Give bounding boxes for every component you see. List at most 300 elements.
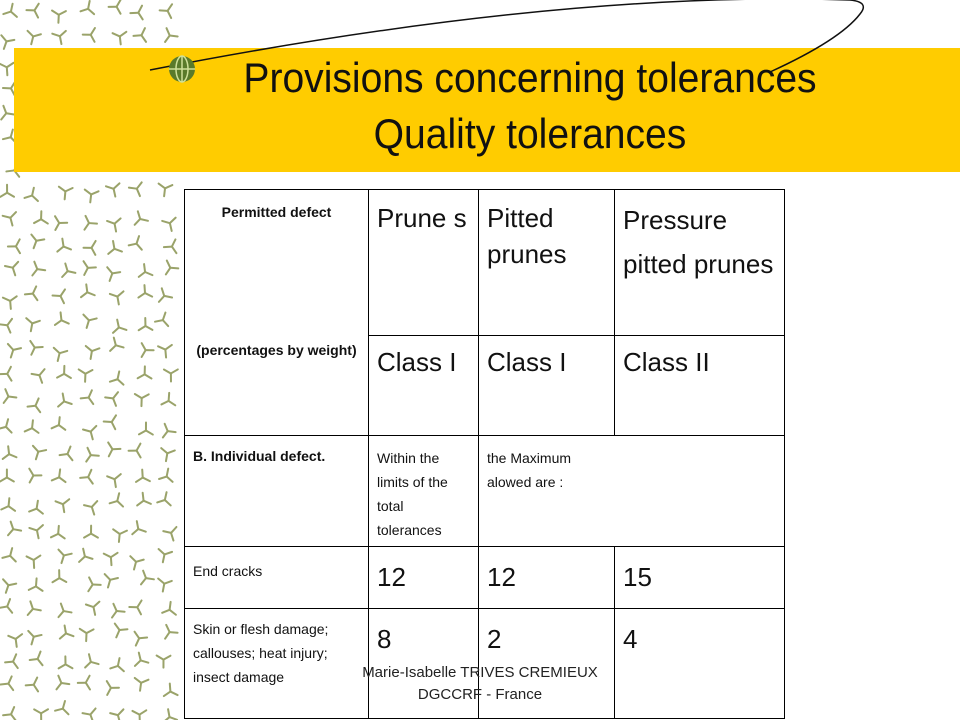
pattern-stroke bbox=[135, 678, 141, 683]
pattern-stroke bbox=[141, 660, 149, 662]
pattern-stroke bbox=[58, 401, 64, 406]
pattern-stroke bbox=[164, 581, 172, 584]
pattern-stroke bbox=[170, 223, 172, 231]
pattern-stroke bbox=[24, 196, 32, 198]
pattern-stroke bbox=[158, 346, 165, 349]
pattern-stroke bbox=[91, 455, 99, 456]
pattern-stroke bbox=[119, 327, 127, 330]
pattern-stroke bbox=[110, 345, 116, 351]
pattern-stroke bbox=[85, 556, 93, 558]
pattern-stroke bbox=[83, 549, 85, 557]
pattern-stroke bbox=[11, 714, 16, 720]
pattern-stroke bbox=[41, 709, 48, 713]
pattern-stroke bbox=[130, 556, 136, 562]
pattern-stroke bbox=[142, 350, 146, 357]
defect-header-cell bbox=[185, 190, 369, 436]
table-row bbox=[185, 547, 785, 609]
pattern-stroke bbox=[110, 379, 118, 381]
pattern-stroke bbox=[13, 348, 21, 350]
pattern-stroke bbox=[145, 293, 152, 297]
pattern-stroke bbox=[137, 236, 140, 244]
pattern-stroke bbox=[108, 442, 112, 449]
pattern-stroke bbox=[35, 398, 38, 405]
pattern-stroke bbox=[13, 529, 21, 530]
pattern-stroke bbox=[89, 318, 97, 320]
pattern-stroke bbox=[59, 578, 66, 582]
pattern-stroke bbox=[54, 348, 60, 353]
pattern-stroke bbox=[86, 284, 87, 292]
pattern-stroke bbox=[141, 680, 148, 683]
pattern-stroke bbox=[39, 375, 42, 383]
pattern-stroke bbox=[33, 609, 41, 610]
pattern-stroke bbox=[86, 346, 92, 351]
pattern-stroke bbox=[172, 239, 176, 246]
value-cell: 2 bbox=[479, 609, 615, 719]
pattern-stroke bbox=[138, 211, 140, 219]
pattern-stroke bbox=[135, 660, 141, 666]
pattern-stroke bbox=[58, 534, 65, 539]
pattern-stroke bbox=[165, 492, 167, 500]
pattern-stroke bbox=[89, 654, 91, 662]
pattern-stroke bbox=[91, 191, 98, 194]
pattern-stroke bbox=[111, 553, 118, 557]
pattern-stroke bbox=[65, 191, 66, 199]
pattern-stroke bbox=[108, 580, 110, 588]
pattern-stroke bbox=[16, 639, 17, 647]
pattern-stroke bbox=[137, 600, 141, 607]
pattern-stroke bbox=[171, 533, 173, 541]
pattern-stroke bbox=[118, 666, 124, 671]
pattern-stroke bbox=[5, 389, 8, 396]
pattern-stroke bbox=[91, 351, 92, 359]
pattern-stroke bbox=[30, 475, 34, 482]
pattern-stroke bbox=[29, 528, 37, 530]
pattern-stroke bbox=[38, 659, 43, 665]
pattern-stroke bbox=[165, 500, 171, 505]
pattern-stroke bbox=[89, 390, 92, 397]
pattern-stroke bbox=[34, 635, 42, 637]
pattern-stroke bbox=[137, 244, 142, 250]
pattern-stroke bbox=[61, 683, 69, 684]
pattern-stroke bbox=[29, 469, 33, 476]
value-cell: 15 bbox=[615, 547, 785, 609]
pattern-stroke bbox=[79, 369, 86, 373]
pattern-stroke bbox=[113, 604, 116, 611]
pattern-stroke bbox=[113, 398, 116, 405]
pattern-stroke bbox=[139, 430, 146, 434]
pattern-stroke bbox=[162, 288, 164, 296]
pattern-stroke bbox=[16, 634, 22, 639]
pattern-stroke bbox=[10, 556, 16, 562]
pattern-stroke bbox=[91, 426, 97, 432]
pattern-stroke bbox=[65, 263, 67, 271]
pattern-stroke bbox=[115, 224, 116, 232]
pattern-stroke bbox=[107, 681, 111, 688]
pattern-stroke bbox=[36, 452, 38, 460]
title-line-2: Quality tolerances bbox=[373, 110, 687, 157]
pattern-stroke bbox=[136, 638, 139, 645]
pattern-stroke bbox=[88, 477, 93, 484]
pattern-stroke bbox=[27, 556, 34, 560]
pattern-stroke bbox=[112, 611, 117, 618]
pattern-stroke bbox=[30, 659, 38, 660]
pattern-stroke bbox=[59, 425, 65, 430]
pattern-stroke bbox=[64, 247, 71, 250]
pattern-stroke bbox=[29, 586, 36, 589]
pattern-stroke bbox=[8, 584, 16, 586]
pattern-stroke bbox=[142, 470, 143, 478]
pattern-stroke bbox=[91, 534, 98, 538]
pattern-stroke bbox=[31, 637, 33, 645]
pattern-stroke bbox=[162, 610, 169, 613]
pattern-stroke bbox=[8, 636, 15, 639]
pattern-stroke bbox=[87, 292, 94, 295]
pattern-stroke bbox=[34, 241, 37, 248]
pattern-stroke bbox=[145, 326, 152, 330]
pattern-stroke bbox=[89, 577, 93, 584]
pattern-stroke bbox=[8, 676, 11, 683]
pattern-stroke bbox=[38, 450, 46, 452]
pattern-stroke bbox=[7, 607, 12, 613]
pattern-stroke bbox=[34, 556, 41, 560]
pattern-stroke bbox=[8, 684, 13, 690]
pattern-stroke bbox=[84, 505, 92, 507]
pattern-stroke bbox=[167, 261, 170, 268]
pattern-stroke bbox=[139, 272, 145, 277]
pattern-stroke bbox=[41, 219, 48, 223]
pattern-stroke bbox=[89, 398, 94, 405]
pattern-stroke bbox=[84, 268, 88, 275]
pattern-stroke bbox=[117, 291, 123, 296]
pattern-stroke bbox=[83, 429, 91, 431]
pattern-stroke bbox=[138, 374, 145, 378]
pattern-stroke bbox=[108, 249, 114, 254]
pattern-stroke bbox=[85, 370, 92, 374]
pattern-stroke bbox=[87, 320, 89, 328]
pattern-stroke bbox=[146, 430, 153, 434]
pattern-stroke bbox=[137, 451, 141, 458]
pattern-stroke bbox=[163, 554, 165, 562]
pattern-stroke bbox=[119, 534, 120, 542]
pattern-stroke bbox=[34, 678, 38, 685]
pattern-stroke bbox=[86, 676, 90, 683]
class-cell: Class I bbox=[369, 336, 479, 436]
pattern-stroke bbox=[29, 509, 36, 512]
pattern-stroke bbox=[63, 499, 69, 504]
pattern-stroke bbox=[171, 527, 176, 533]
pattern-stroke bbox=[0, 478, 7, 482]
pattern-stroke bbox=[163, 320, 168, 326]
pattern-stroke bbox=[0, 607, 7, 608]
column-header: Pressure pitted prunes bbox=[615, 190, 785, 336]
pattern-stroke bbox=[6, 419, 8, 427]
pattern-stroke bbox=[58, 353, 60, 361]
pattern-stroke bbox=[118, 709, 124, 715]
pattern-stroke bbox=[163, 431, 168, 437]
pattern-stroke bbox=[32, 196, 38, 201]
pattern-stroke bbox=[5, 266, 13, 268]
pattern-stroke bbox=[163, 584, 164, 592]
pattern-stroke bbox=[116, 630, 119, 637]
pattern-stroke bbox=[36, 239, 44, 240]
pattern-stroke bbox=[144, 264, 145, 272]
pattern-stroke bbox=[68, 271, 76, 273]
pattern-stroke bbox=[144, 285, 145, 293]
pattern-stroke bbox=[86, 604, 94, 607]
pattern-stroke bbox=[11, 522, 14, 530]
pattern-stroke bbox=[85, 216, 89, 223]
pattern-stroke bbox=[165, 185, 172, 188]
pattern-stroke bbox=[143, 478, 150, 482]
pattern-stroke bbox=[7, 374, 11, 381]
pattern-stroke bbox=[57, 247, 63, 252]
pattern-stroke bbox=[91, 662, 99, 664]
pattern-stroke bbox=[167, 450, 174, 453]
pattern-stroke bbox=[91, 432, 93, 440]
pattern-stroke bbox=[161, 448, 167, 453]
tolerance-table bbox=[184, 189, 785, 719]
pattern-stroke bbox=[28, 609, 33, 615]
pattern-stroke bbox=[113, 241, 114, 249]
pattern-stroke bbox=[167, 469, 169, 477]
pattern-stroke bbox=[6, 427, 12, 433]
pattern-stroke bbox=[55, 216, 59, 223]
pattern-stroke bbox=[64, 611, 72, 612]
pattern-stroke bbox=[33, 446, 38, 452]
pattern-stroke bbox=[31, 323, 32, 331]
pattern-stroke bbox=[159, 296, 164, 302]
value-cell: 4 bbox=[615, 609, 785, 719]
pattern-stroke bbox=[90, 708, 95, 714]
pattern-stroke bbox=[10, 218, 12, 226]
pattern-stroke bbox=[120, 531, 127, 534]
pattern-stroke bbox=[26, 318, 32, 323]
pattern-stroke bbox=[52, 477, 59, 480]
pattern-stroke bbox=[137, 444, 141, 451]
pattern-stroke bbox=[117, 501, 123, 507]
pattern-stroke bbox=[110, 294, 118, 297]
pattern-stroke bbox=[155, 320, 163, 322]
pattern-stroke bbox=[25, 428, 32, 431]
pattern-stroke bbox=[92, 501, 97, 507]
value-cell: 8 bbox=[369, 609, 479, 719]
pattern-stroke bbox=[107, 476, 114, 479]
pattern-stroke bbox=[114, 338, 116, 346]
pattern-stroke bbox=[164, 247, 172, 248]
pattern-stroke bbox=[116, 345, 124, 347]
pattern-stroke bbox=[168, 431, 176, 432]
pattern-stroke bbox=[170, 218, 176, 224]
pattern-stroke bbox=[7, 325, 10, 332]
pattern-stroke bbox=[36, 586, 43, 590]
row-label: Skin or flesh damage; callouses; heat injury; insect damage bbox=[185, 609, 369, 719]
pattern-stroke bbox=[5, 662, 13, 663]
pattern-stroke bbox=[34, 219, 41, 223]
pattern-stroke bbox=[115, 624, 120, 630]
pattern-stroke bbox=[79, 556, 85, 561]
pattern-stroke bbox=[59, 417, 60, 425]
pattern-stroke bbox=[13, 268, 15, 276]
pattern-stroke bbox=[53, 296, 61, 297]
pattern-stroke bbox=[56, 501, 63, 504]
pattern-stroke bbox=[36, 578, 37, 586]
table-row bbox=[185, 190, 785, 336]
pattern-stroke bbox=[146, 578, 154, 579]
pattern-stroke bbox=[144, 501, 151, 504]
pattern-stroke bbox=[10, 301, 11, 309]
pattern-stroke bbox=[58, 550, 63, 556]
footer-line-2: DGCCRF - France bbox=[417, 686, 543, 703]
pattern-stroke bbox=[0, 324, 7, 325]
pattern-stroke bbox=[3, 454, 9, 459]
pattern-stroke bbox=[81, 398, 89, 399]
pattern-stroke bbox=[170, 610, 176, 615]
pattern-stroke bbox=[142, 343, 146, 350]
defect-header-top: Permitted defect bbox=[221, 204, 332, 220]
pattern-stroke bbox=[1, 506, 8, 509]
pattern-stroke bbox=[117, 320, 119, 328]
pattern-stroke bbox=[117, 611, 125, 612]
pattern-stroke bbox=[86, 455, 91, 462]
pattern-stroke bbox=[111, 557, 112, 565]
pattern-stroke bbox=[163, 656, 170, 660]
pattern-stroke bbox=[34, 262, 37, 269]
pattern-stroke bbox=[8, 446, 9, 454]
value-cell: 12 bbox=[479, 547, 615, 609]
pattern-stroke bbox=[170, 602, 171, 610]
pattern-stroke bbox=[137, 182, 142, 188]
defect-header-bottom: (percentages by weight) bbox=[196, 342, 357, 358]
pattern-stroke bbox=[166, 625, 169, 632]
pattern-stroke bbox=[32, 188, 34, 196]
pattern-stroke bbox=[138, 529, 146, 532]
pattern-stroke bbox=[2, 556, 10, 558]
pattern-stroke bbox=[170, 717, 178, 720]
pattern-stroke bbox=[38, 652, 41, 659]
pattern-stroke bbox=[169, 393, 170, 401]
pattern-stroke bbox=[13, 654, 16, 661]
pattern-stroke bbox=[84, 223, 89, 230]
pattern-stroke bbox=[63, 504, 64, 512]
pattern-stroke bbox=[0, 684, 8, 685]
pattern-stroke bbox=[164, 369, 171, 373]
pattern-stroke bbox=[140, 710, 147, 714]
pattern-stroke bbox=[137, 189, 140, 196]
pattern-stroke bbox=[115, 479, 116, 487]
pattern-stroke bbox=[82, 713, 90, 714]
pattern-stroke bbox=[158, 579, 164, 584]
pattern-stroke bbox=[118, 658, 120, 666]
pattern-stroke bbox=[3, 579, 8, 585]
pattern-stroke bbox=[30, 601, 33, 609]
value-cell: 12 bbox=[369, 547, 479, 609]
pattern-stroke bbox=[93, 607, 95, 615]
table-row bbox=[185, 436, 785, 547]
pattern-stroke bbox=[136, 478, 143, 482]
pattern-stroke bbox=[30, 341, 34, 348]
pattern-stroke bbox=[84, 261, 88, 268]
pattern-stroke bbox=[92, 348, 100, 351]
pattern-stroke bbox=[113, 327, 119, 332]
pattern-stroke bbox=[52, 578, 59, 582]
pattern-stroke bbox=[13, 662, 18, 668]
pattern-stroke bbox=[166, 268, 170, 275]
pattern-stroke bbox=[61, 320, 68, 323]
pattern-stroke bbox=[32, 321, 40, 324]
column-header: Prune s bbox=[369, 190, 479, 336]
pattern-stroke bbox=[139, 638, 147, 639]
pattern-stroke bbox=[8, 529, 13, 535]
pattern-stroke bbox=[62, 239, 63, 247]
pattern-stroke bbox=[163, 531, 171, 533]
pattern-stroke bbox=[66, 633, 73, 636]
pattern-stroke bbox=[31, 235, 36, 241]
pattern-stroke bbox=[37, 525, 43, 530]
pattern-stroke bbox=[115, 474, 121, 479]
pattern-stroke bbox=[4, 397, 9, 403]
pattern-stroke bbox=[33, 286, 36, 293]
pattern-stroke bbox=[63, 394, 64, 402]
pattern-stroke bbox=[159, 549, 165, 554]
pattern-stroke bbox=[83, 315, 89, 321]
pattern-stroke bbox=[167, 477, 173, 482]
pattern-stroke bbox=[86, 629, 93, 633]
pattern-stroke bbox=[25, 294, 33, 295]
pattern-stroke bbox=[161, 401, 168, 405]
pattern-stroke bbox=[58, 676, 61, 683]
pattern-stroke bbox=[109, 449, 113, 456]
pattern-stroke bbox=[57, 374, 64, 378]
pattern-stroke bbox=[59, 187, 66, 192]
pattern-stroke bbox=[93, 602, 99, 607]
pattern-stroke bbox=[107, 688, 111, 695]
slide-title bbox=[177, 50, 884, 162]
pattern-stroke bbox=[34, 709, 41, 713]
row-label: End cracks bbox=[185, 547, 369, 609]
pattern-stroke bbox=[10, 296, 17, 301]
pattern-stroke bbox=[26, 685, 34, 686]
class-cell: Class II bbox=[615, 336, 785, 436]
pattern-stroke bbox=[80, 629, 87, 633]
pattern-stroke bbox=[58, 526, 59, 534]
pattern-stroke bbox=[7, 193, 14, 197]
pattern-stroke bbox=[7, 478, 14, 482]
pattern-stroke bbox=[35, 347, 43, 348]
pattern-stroke bbox=[157, 500, 165, 502]
pattern-stroke bbox=[136, 560, 144, 562]
pattern-stroke bbox=[106, 186, 114, 188]
pattern-stroke bbox=[88, 585, 92, 592]
pattern-stroke bbox=[163, 313, 166, 321]
pattern-stroke bbox=[55, 709, 63, 711]
pattern-stroke bbox=[89, 223, 97, 224]
pattern-stroke bbox=[65, 188, 72, 191]
pattern-stroke bbox=[105, 397, 113, 398]
pattern-stroke bbox=[11, 707, 14, 714]
pattern-stroke bbox=[31, 348, 34, 355]
pattern-stroke bbox=[165, 345, 172, 350]
pattern-stroke bbox=[110, 578, 118, 580]
pattern-stroke bbox=[118, 379, 124, 384]
pattern-stroke bbox=[9, 454, 16, 457]
pattern-stroke bbox=[129, 244, 137, 246]
class-cell: Class I bbox=[479, 336, 615, 436]
pattern-stroke bbox=[169, 401, 176, 405]
pattern-stroke bbox=[61, 312, 62, 320]
pattern-stroke bbox=[112, 422, 116, 429]
pattern-stroke bbox=[113, 529, 120, 534]
pattern-stroke bbox=[67, 447, 70, 454]
